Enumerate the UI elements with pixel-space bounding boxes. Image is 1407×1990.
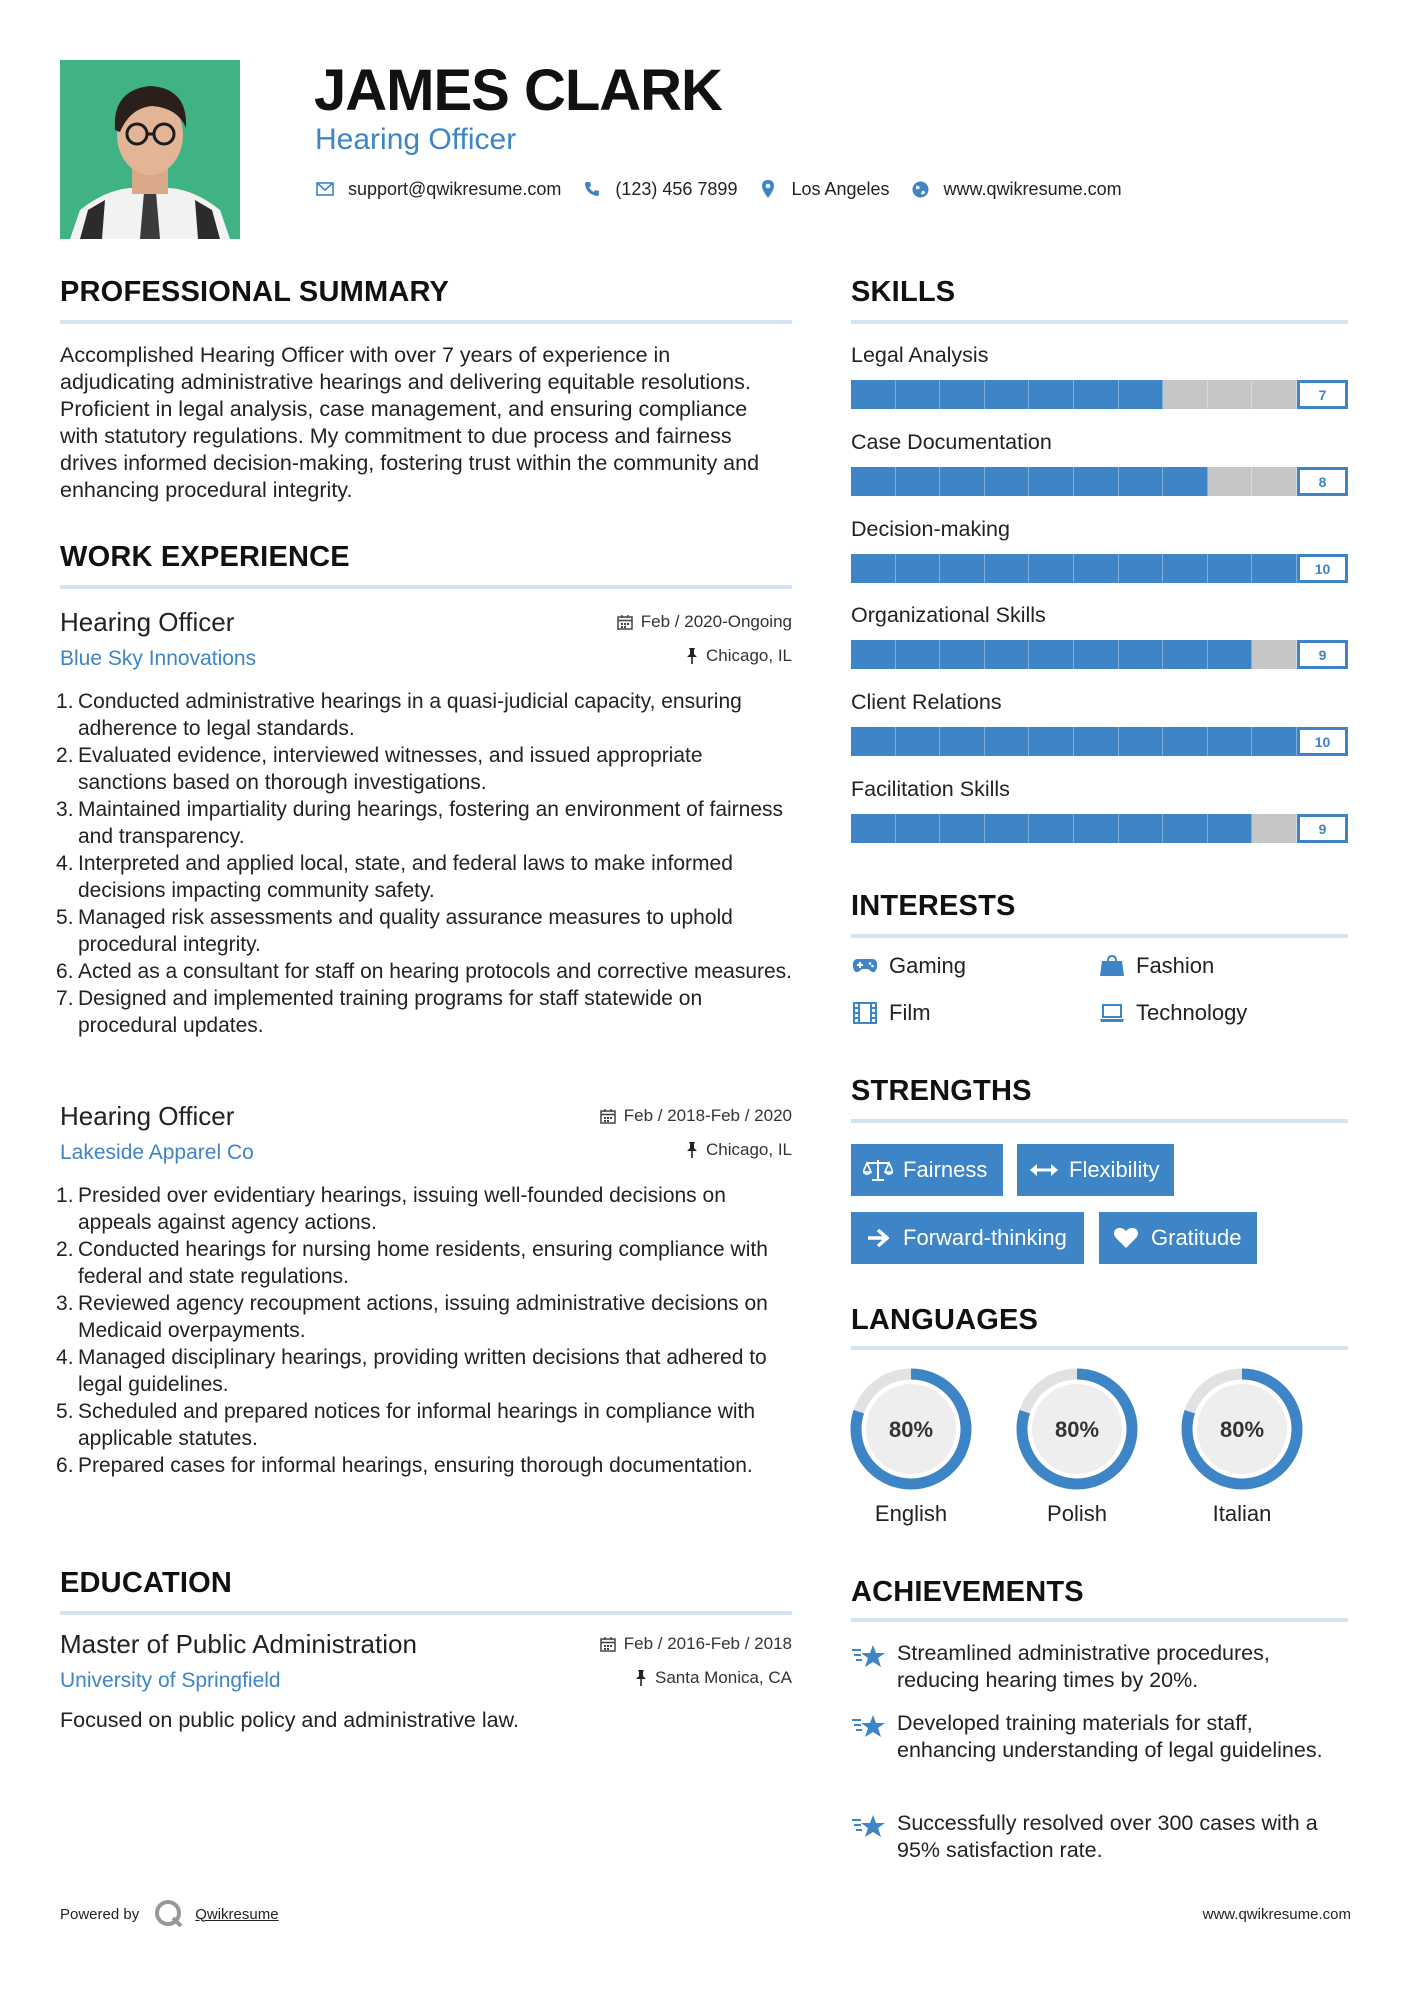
summary-text: Accomplished Hearing Officer with over 7 years of experience in adjudicating administrative hearings and delivering equitable resolutions. Proficient in legal analysis, case management, and ensuring compliance with statutory regulations. My commitment to due process and fairness drives informed decision-making, fostering trust within the community and enhancing procedural integrity. bbox=[60, 343, 760, 502]
section-divider bbox=[851, 320, 1348, 324]
skill-bar-segment bbox=[1119, 554, 1164, 583]
skill-item bbox=[851, 516, 1348, 583]
heart-icon bbox=[1111, 1226, 1141, 1250]
skill-bar-segment bbox=[1163, 380, 1208, 409]
skill-bar-segment bbox=[1029, 727, 1074, 756]
skill-bar-segment bbox=[940, 380, 985, 409]
skill-bar-segment bbox=[1074, 554, 1119, 583]
qwikresume-logo-icon bbox=[153, 1898, 185, 1930]
education-date-text: Feb / 2016-Feb / 2018 bbox=[623, 1634, 792, 1653]
skill-bar-segment bbox=[1163, 814, 1208, 843]
education-heading: EDUCATION bbox=[60, 1567, 233, 1599]
interests-heading: INTERESTS bbox=[851, 890, 1016, 922]
powered-by-label: Powered by bbox=[60, 1905, 140, 1923]
skill-bar bbox=[851, 814, 1297, 843]
skill-bar-segment bbox=[896, 554, 941, 583]
job-company: Lakeside Apparel Co bbox=[60, 1141, 254, 1164]
interest-item bbox=[1098, 1000, 1247, 1026]
interest-label: Fashion bbox=[1136, 953, 1215, 978]
language-percent: 80% bbox=[888, 1417, 934, 1442]
section-divider bbox=[851, 934, 1348, 938]
skill-bar-segment bbox=[1119, 467, 1164, 496]
skill-bar-segment bbox=[1029, 467, 1074, 496]
contact-location-text: Los Angeles bbox=[791, 178, 890, 199]
language-item bbox=[849, 1367, 973, 1527]
skill-bar-segment bbox=[940, 814, 985, 843]
phone-icon bbox=[581, 178, 603, 200]
job-bullet: Managed risk assessments and quality assurance measures to uphold procedural integrity. bbox=[78, 906, 733, 956]
skill-bar-segment bbox=[851, 727, 896, 756]
calendar-icon bbox=[600, 1636, 616, 1652]
skill-bar-segment bbox=[940, 554, 985, 583]
skill-bar-segment bbox=[851, 814, 896, 843]
achievements-heading: ACHIEVEMENTS bbox=[851, 1576, 1084, 1608]
skill-name: Decision-making bbox=[851, 517, 1010, 541]
skill-bar-segment bbox=[1252, 380, 1297, 409]
shooting-star-icon bbox=[851, 1812, 887, 1842]
achievement-item bbox=[851, 1810, 1351, 1864]
job-role: Hearing Officer bbox=[60, 607, 235, 637]
achievement-item bbox=[851, 1710, 1351, 1764]
skill-bar-segment bbox=[896, 727, 941, 756]
candidate-name: JAMES CLARK bbox=[314, 58, 722, 123]
skill-bar bbox=[851, 727, 1297, 756]
achievement-text: Developed training materials for staff, enhancing understanding of legal guidelines. bbox=[897, 1711, 1323, 1762]
arrows-horizontal-icon bbox=[1029, 1158, 1059, 1182]
skill-bar-segment bbox=[851, 380, 896, 409]
skill-score: 8 bbox=[1297, 467, 1348, 496]
education-description: Focused on public policy and administrative law. bbox=[60, 1708, 519, 1732]
language-name: English bbox=[874, 1501, 948, 1526]
skill-bar-segment bbox=[896, 814, 941, 843]
strength-label: Forward-thinking bbox=[903, 1225, 1067, 1250]
strengths-heading: STRENGTHS bbox=[851, 1075, 1032, 1107]
language-item bbox=[1015, 1367, 1139, 1527]
interest-label: Technology bbox=[1136, 1000, 1248, 1025]
job-location bbox=[686, 646, 792, 666]
contact-email-text: support@qwikresume.com bbox=[348, 178, 562, 199]
language-ring bbox=[849, 1367, 973, 1491]
job-bullet: Scheduled and prepared notices for informal hearings in compliance with applicable statutes. bbox=[78, 1400, 756, 1450]
job-bullet: Acted as a consultant for staff on hearing protocols and corrective measures. bbox=[78, 960, 792, 983]
skill-bar-segment bbox=[940, 727, 985, 756]
skill-item bbox=[851, 429, 1348, 496]
skill-bar-segment bbox=[940, 467, 985, 496]
skill-bar-segment bbox=[1119, 640, 1164, 669]
job-entry bbox=[60, 1100, 792, 1479]
education-location-text: Santa Monica, CA bbox=[654, 1668, 792, 1687]
skill-bar-segment bbox=[1074, 727, 1119, 756]
skill-name: Organizational Skills bbox=[851, 603, 1046, 627]
contact-website-text: www.qwikresume.com bbox=[943, 178, 1122, 199]
job-location-text: Chicago, IL bbox=[706, 646, 792, 665]
skill-bar-segment bbox=[1208, 467, 1253, 496]
language-item bbox=[1180, 1367, 1304, 1527]
job-bullet: Presided over evidentiary hearings, issuing well-founded decisions on appeals against agency actions. bbox=[78, 1184, 726, 1234]
job-bullet: Prepared cases for informal hearings, ensuring thorough documentation. bbox=[78, 1454, 753, 1477]
job-bullet: Conducted hearings for nursing home residents, ensuring compliance with federal and state regulations. bbox=[78, 1238, 768, 1288]
education-degree: Master of Public Administration bbox=[60, 1629, 417, 1659]
skill-bar-segment bbox=[985, 640, 1030, 669]
achievement-item bbox=[851, 1640, 1351, 1694]
contact-phone-text: (123) 456 7899 bbox=[615, 178, 738, 199]
pushpin-icon bbox=[686, 1142, 698, 1158]
candidate-title: Hearing Officer bbox=[315, 123, 517, 156]
skill-bar-segment bbox=[1163, 727, 1208, 756]
skills-heading: SKILLS bbox=[851, 276, 956, 308]
achievement-text: Streamlined administrative procedures, reducing hearing times by 20%. bbox=[897, 1641, 1270, 1692]
education-date bbox=[600, 1634, 792, 1654]
interest-item bbox=[1098, 953, 1214, 979]
strength-badge bbox=[851, 1212, 1084, 1264]
calendar-icon bbox=[617, 614, 633, 630]
skill-score: 10 bbox=[1297, 554, 1348, 583]
skill-bar-segment bbox=[1208, 640, 1253, 669]
skill-bar-segment bbox=[1119, 380, 1164, 409]
skill-bar-segment bbox=[1252, 727, 1297, 756]
skill-item bbox=[851, 342, 1348, 409]
language-name: Polish bbox=[1047, 1501, 1107, 1526]
skill-bar-segment bbox=[1029, 814, 1074, 843]
contact-phone[interactable] bbox=[581, 178, 737, 200]
skill-score: 9 bbox=[1297, 640, 1348, 669]
film-icon bbox=[851, 1001, 879, 1025]
contact-email[interactable] bbox=[314, 178, 561, 200]
skill-bar bbox=[851, 640, 1297, 669]
job-location bbox=[686, 1140, 792, 1160]
job-bullet: Maintained impartiality during hearings, fostering an environment of fairness and transparency. bbox=[78, 798, 784, 848]
pushpin-icon bbox=[635, 1670, 647, 1686]
job-bullet: Managed disciplinary hearings, providing written decisions that adhered to legal guidelines. bbox=[78, 1346, 767, 1396]
profile-photo bbox=[60, 60, 240, 239]
job-bullet: Designed and implemented training programs for staff statewide on procedural updates. bbox=[78, 987, 703, 1037]
job-date bbox=[600, 1106, 792, 1126]
strength-label: Fairness bbox=[903, 1157, 988, 1182]
skill-bar-segment bbox=[985, 380, 1030, 409]
skill-item bbox=[851, 689, 1348, 756]
qwikresume-link[interactable]: Qwikresume bbox=[195, 1905, 279, 1923]
summary-heading: PROFESSIONAL SUMMARY bbox=[60, 276, 450, 308]
skill-bar-segment bbox=[1252, 640, 1297, 669]
job-date-text: Feb / 2020-Ongoing bbox=[640, 612, 792, 631]
skill-bar-segment bbox=[1208, 380, 1253, 409]
job-role: Hearing Officer bbox=[60, 1101, 235, 1131]
job-company: Blue Sky Innovations bbox=[60, 647, 257, 670]
education-school: University of Springfield bbox=[60, 1669, 281, 1692]
skill-bar bbox=[851, 380, 1297, 409]
job-bullet: Interpreted and applied local, state, and federal laws to make informed decisions impacting community safety. bbox=[78, 852, 733, 902]
skill-bar-segment bbox=[1252, 467, 1297, 496]
job-bullet: Evaluated evidence, interviewed witnesses, and issued appropriate sanctions based on thorough investigations. bbox=[78, 744, 703, 794]
job-bullets bbox=[60, 688, 792, 1039]
contact-bar bbox=[314, 178, 1142, 200]
skill-item bbox=[851, 776, 1348, 843]
strength-badge bbox=[1017, 1144, 1174, 1196]
language-name: Italian bbox=[1212, 1501, 1272, 1526]
skill-bar-segment bbox=[896, 380, 941, 409]
job-bullet: Conducted administrative hearings in a quasi-judicial capacity, ensuring adherence to legal standards. bbox=[78, 690, 742, 740]
skill-bar-segment bbox=[1163, 467, 1208, 496]
skill-bar bbox=[851, 467, 1297, 496]
skill-name: Client Relations bbox=[851, 690, 1002, 714]
skill-bar-segment bbox=[1119, 727, 1164, 756]
section-divider bbox=[851, 1618, 1348, 1622]
skill-bar-segment bbox=[1208, 814, 1253, 843]
section-divider bbox=[60, 585, 792, 589]
skill-name: Case Documentation bbox=[851, 430, 1052, 454]
job-location-text: Chicago, IL bbox=[706, 1140, 792, 1159]
skill-bar-segment bbox=[851, 467, 896, 496]
languages-heading: LANGUAGES bbox=[851, 1304, 1039, 1336]
experience-heading: WORK EXPERIENCE bbox=[60, 541, 350, 573]
language-ring bbox=[1015, 1367, 1139, 1491]
skill-bar-segment bbox=[1074, 814, 1119, 843]
map-marker-icon bbox=[757, 178, 779, 200]
interest-item bbox=[851, 1000, 931, 1026]
shopping-bag-icon bbox=[1098, 954, 1126, 978]
interest-item bbox=[851, 953, 966, 979]
footer-powered-by bbox=[60, 1898, 279, 1930]
envelope-icon bbox=[314, 178, 336, 200]
strength-label: Flexibility bbox=[1069, 1157, 1160, 1182]
language-percent: 80% bbox=[1219, 1417, 1265, 1442]
education-location bbox=[635, 1668, 792, 1688]
skill-bar-segment bbox=[985, 554, 1030, 583]
language-ring bbox=[1180, 1367, 1304, 1491]
skill-bar-segment bbox=[1208, 554, 1253, 583]
job-entry bbox=[60, 606, 792, 1039]
skill-bar-segment bbox=[985, 727, 1030, 756]
skill-bar-segment bbox=[1074, 467, 1119, 496]
skill-bar-segment bbox=[896, 640, 941, 669]
skill-score: 7 bbox=[1297, 380, 1348, 409]
skill-bar-segment bbox=[985, 467, 1030, 496]
balance-scale-icon bbox=[863, 1158, 893, 1182]
achievement-text: Successfully resolved over 300 cases with a 95% satisfaction rate. bbox=[897, 1811, 1318, 1862]
gamepad-icon bbox=[851, 954, 879, 978]
skill-bar-segment bbox=[1029, 640, 1074, 669]
skill-bar-segment bbox=[1163, 640, 1208, 669]
strength-label: Gratitude bbox=[1151, 1225, 1242, 1250]
skill-score: 9 bbox=[1297, 814, 1348, 843]
job-bullet: Reviewed agency recoupment actions, issuing administrative decisions on Medicaid overpayments. bbox=[78, 1292, 768, 1342]
education-entry bbox=[60, 1628, 792, 1733]
job-date-text: Feb / 2018-Feb / 2020 bbox=[623, 1106, 792, 1125]
skill-bar-segment bbox=[1119, 814, 1164, 843]
shooting-star-icon bbox=[851, 1642, 887, 1672]
laptop-icon bbox=[1098, 1001, 1126, 1025]
skill-bar-segment bbox=[896, 467, 941, 496]
skill-name: Legal Analysis bbox=[851, 343, 989, 367]
skill-bar-segment bbox=[1029, 554, 1074, 583]
skill-bar-segment bbox=[1208, 727, 1253, 756]
contact-location bbox=[757, 178, 889, 200]
job-bullets bbox=[60, 1182, 792, 1479]
skill-bar-segment bbox=[851, 554, 896, 583]
skill-bar-segment bbox=[1074, 380, 1119, 409]
contact-website[interactable] bbox=[910, 178, 1122, 200]
section-divider bbox=[60, 320, 792, 324]
footer-website[interactable]: www.qwikresume.com bbox=[1202, 1906, 1351, 1923]
globe-icon bbox=[910, 178, 932, 200]
skill-bar-segment bbox=[1252, 554, 1297, 583]
calendar-icon bbox=[600, 1108, 616, 1124]
skill-bar-segment bbox=[940, 640, 985, 669]
pushpin-icon bbox=[686, 648, 698, 664]
skill-score: 10 bbox=[1297, 727, 1348, 756]
skill-bar-segment bbox=[851, 640, 896, 669]
skill-bar-segment bbox=[1252, 814, 1297, 843]
shooting-star-icon bbox=[851, 1712, 887, 1742]
skill-bar-segment bbox=[1163, 554, 1208, 583]
skill-item bbox=[851, 602, 1348, 669]
skill-name: Facilitation Skills bbox=[851, 777, 1010, 801]
skill-bar-segment bbox=[985, 814, 1030, 843]
section-divider bbox=[851, 1346, 1348, 1350]
skill-bar-segment bbox=[1074, 640, 1119, 669]
strength-badge bbox=[1099, 1212, 1257, 1264]
interest-label: Film bbox=[889, 1000, 931, 1025]
language-percent: 80% bbox=[1054, 1417, 1100, 1442]
section-divider bbox=[851, 1119, 1348, 1123]
skill-bar-segment bbox=[1029, 380, 1074, 409]
section-divider bbox=[60, 1611, 792, 1615]
job-date bbox=[617, 612, 792, 632]
arrow-right-icon bbox=[863, 1226, 893, 1250]
skill-bar bbox=[851, 554, 1297, 583]
strength-badge bbox=[851, 1144, 1003, 1196]
interest-label: Gaming bbox=[889, 953, 967, 978]
